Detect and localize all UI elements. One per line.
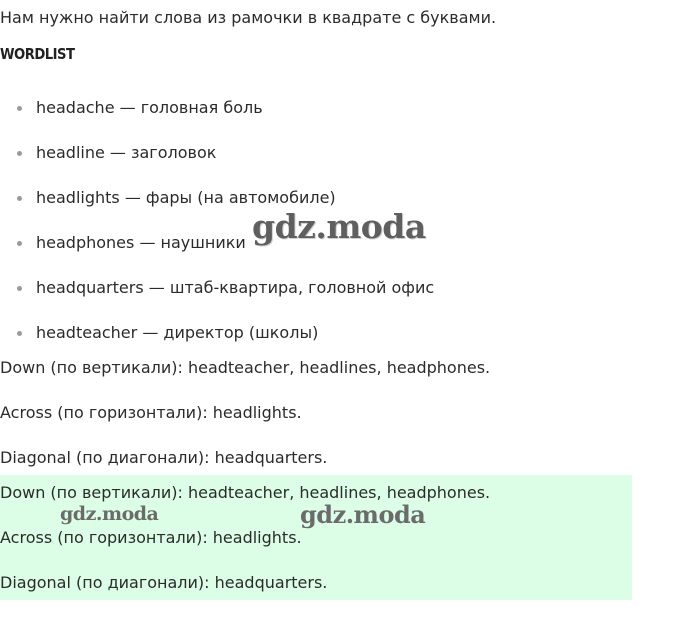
list-item-text: headline — заголовок xyxy=(36,143,217,162)
across-paragraph: Across (по горизонтали): headlights. xyxy=(0,403,302,422)
answer-box xyxy=(0,475,632,600)
answer-diagonal: Diagonal (по диагонали): headquarters. xyxy=(0,573,328,592)
answer-across: Across (по горизонтали): headlights. xyxy=(0,528,302,547)
intro-text: Нам нужно найти слова из рамочки в квадрате с буквами. xyxy=(0,8,497,27)
bullet-icon xyxy=(17,151,22,156)
bullet-icon xyxy=(17,286,22,291)
watermark-logo: gdz.moda xyxy=(252,207,426,246)
list-item xyxy=(0,142,434,187)
list-item-text: headphones — наушники xyxy=(36,233,246,252)
bullet-icon xyxy=(17,241,22,246)
list-item-text: headache — головная боль xyxy=(36,98,263,117)
list-item-text: headquarters — штаб-квартира, головной офис xyxy=(36,278,435,297)
bullet-icon xyxy=(17,331,22,336)
list-item-text: headlights — фары (на автомобиле) xyxy=(36,188,336,207)
bullet-icon xyxy=(17,106,22,111)
wordlist-heading: WORDLIST xyxy=(0,45,75,63)
down-paragraph: Down (по вертикали): headteacher, headlines, headphones. xyxy=(0,358,491,377)
watermark-logo-mid: gdz.moda xyxy=(300,500,426,529)
list-item-text: headteacher — директор (школы) xyxy=(36,323,319,342)
diagonal-paragraph: Diagonal (по диагонали): headquarters. xyxy=(0,448,328,467)
list-item xyxy=(0,97,434,142)
watermark-logo-small: gdz.moda xyxy=(60,503,159,525)
bullet-icon xyxy=(17,196,22,201)
answer-down: Down (по вертикали): headteacher, headlines, headphones. xyxy=(0,483,491,502)
list-item xyxy=(0,277,434,322)
